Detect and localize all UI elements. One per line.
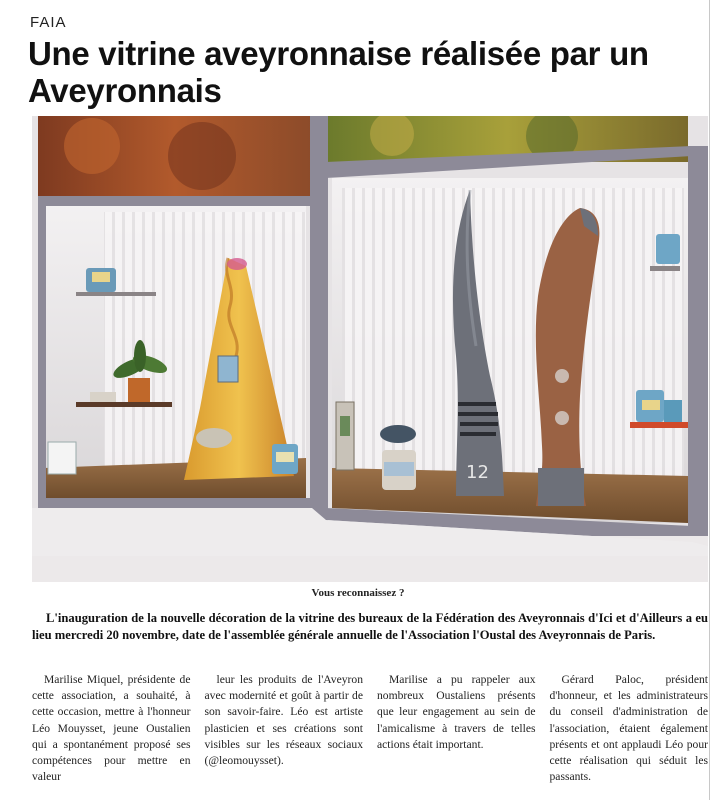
body-columns bbox=[32, 672, 708, 785]
section-kicker: FAIA bbox=[30, 14, 67, 31]
headline: Une vitrine aveyronnaise réalisée par un Aveyronnais bbox=[28, 35, 649, 109]
body-column-4: Gérard Paloc, président d'honneur, et les administrateurs du conseil d'administration de l'association, étaient également présents et ont applaudi Léo pour cette réalisation qui séduit les passants. bbox=[549, 673, 708, 784]
page-edge-rule bbox=[709, 0, 710, 800]
body-column-2: leur les produits de l'Aveyron avec modernité et goût à partir de son savoir-faire. Léo est artiste plasticien et ses créations sont visibles sur les réseaux sociaux (@leomouysset). bbox=[204, 673, 363, 768]
body-column-1: Marilise Miquel, présidente de cette association, a souhaité, à cette occasion, mettre à l'honneur Léo Mouysset, jeune Oustalien qui a spontanément proposé ses compétences pour mettre en valeur bbox=[32, 673, 191, 784]
lead-paragraph: L'inauguration de la nouvelle décoration de la vitrine des bureaux de la Fédération des Aveyronnais d'Ici et d'Ailleurs a eu lieu mercredi 20 novembre, date de l'assemblée générale annuelle de l'Association l'Oustal des Aveyronnais de Paris. bbox=[32, 611, 708, 642]
body-column-3: Marilise a pu rappeler aux nombreux Oustaliens présents que leur engagement au sein de l'amicalisme à travers de telles actions était important. bbox=[377, 673, 536, 751]
article-photo bbox=[32, 116, 708, 582]
sculpture-number: 12 bbox=[466, 462, 489, 483]
photo-caption: Vous reconnaissez ? bbox=[311, 587, 405, 599]
